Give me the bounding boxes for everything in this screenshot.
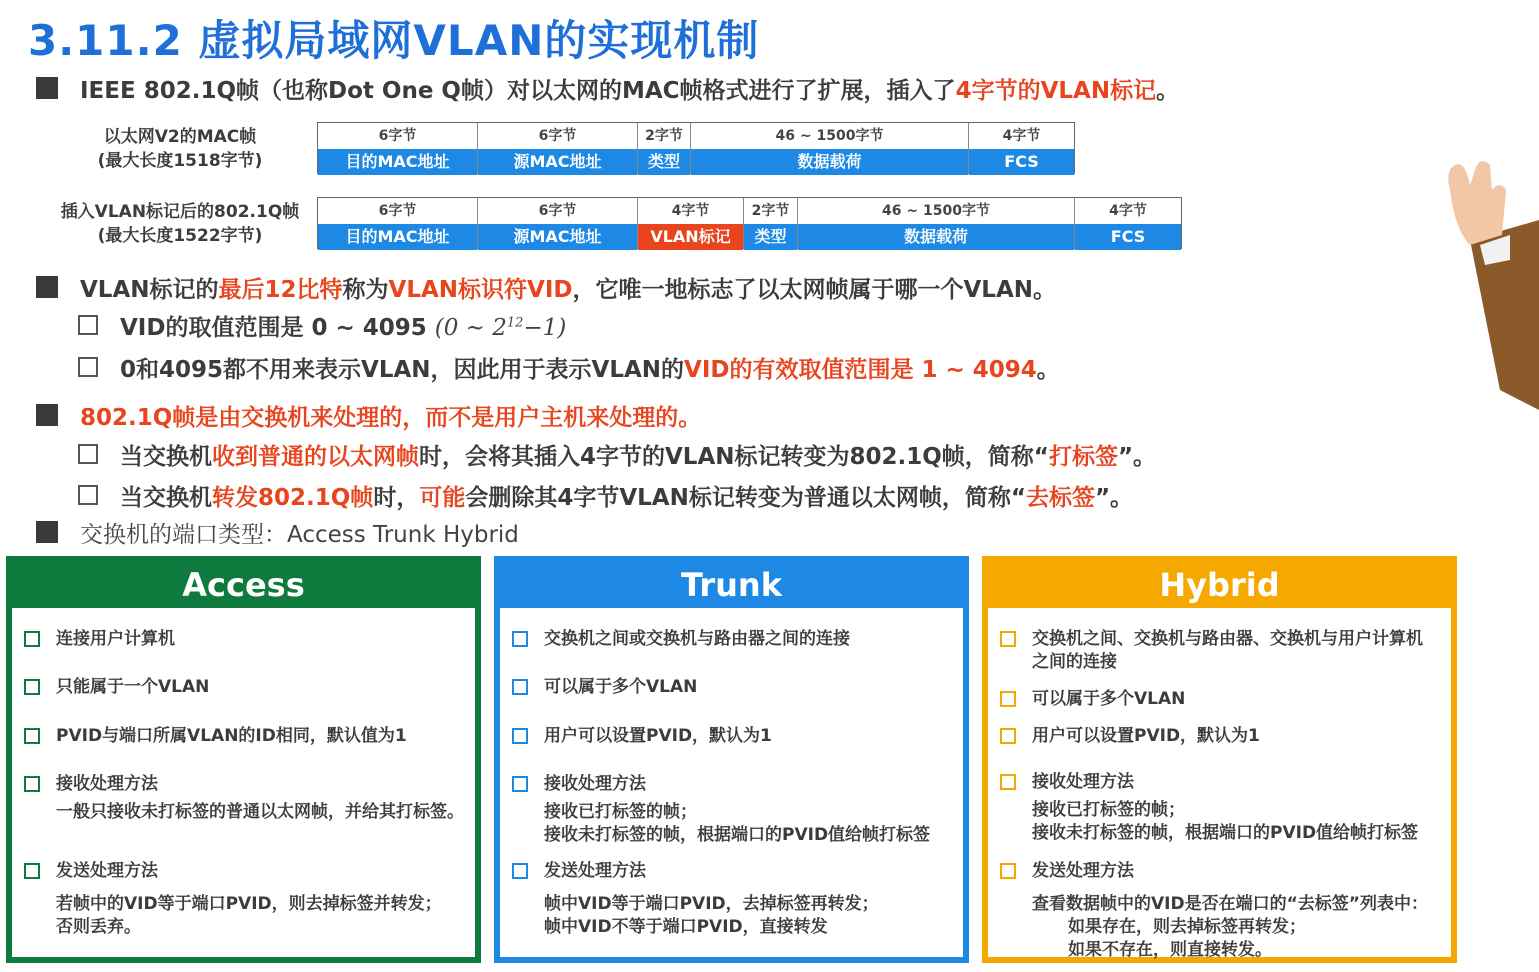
item-text: 用户可以设置PVID，默认为1 [544,726,772,746]
list-item [512,725,955,748]
item-text: 发送处理方法 [1032,861,1134,881]
field-size: 6字节 [478,198,637,224]
trunk-card [494,556,969,963]
field-name: 类型 [638,149,690,175]
formula-part: (0 ~ 2 [434,314,507,341]
field-name: 类型 [744,224,797,250]
formula [435,315,567,341]
bullet-text: 会删除其4字节VLAN标记转变为普通以太网帧，简称“ [465,484,1026,511]
item-subtext: 如果存在，则去掉标签再转发； [1068,917,1306,937]
bullet-text: 时，会将其插入4字节的VLAN标记转变为802.1Q帧，简称“ [419,443,1049,470]
list-item [512,773,955,796]
item-subtext: 接收已打标签的帧； [544,802,697,822]
list-item [1000,771,1443,794]
trunk-card-body [500,608,963,957]
checkbox-icon [1000,728,1016,744]
highlight-text: 4字节的VLAN标记 [955,77,1157,104]
checkbox-icon [512,631,528,647]
checkbox-icon [78,357,98,377]
trunk-card-title: Trunk [500,562,963,608]
checkbox-icon [512,679,528,695]
list-item [1000,860,1443,883]
item-subtext: 帧中VID不等于端口PVID，直接转发 [544,917,828,937]
checkbox-icon [24,679,40,695]
item-text: 发送处理方法 [56,861,158,881]
field-name: 目的MAC地址 [318,224,477,250]
field-size: 46 ~ 1500字节 [691,123,968,149]
frame2-label-line1: 插入VLAN标记后的802.1Q帧 [60,202,300,222]
item-subtext: 一般只接收未打标签的普通以太网帧，并给其打标签。 [56,802,464,822]
item-text: 交换机之间或交换机与路由器之间的连接 [544,629,850,649]
checkbox-icon [512,728,528,744]
highlight-text: VLAN标识符VID [388,276,573,303]
item-subtext: 否则丢弃。 [56,917,141,937]
ethernet-v2-frame [317,122,1075,174]
hybrid-card-body [988,608,1451,960]
checkbox-icon [24,863,40,879]
field-size: 6字节 [478,123,637,149]
access-card-body [12,608,475,957]
checkbox-icon [1000,774,1016,790]
field-size: 6字节 [318,198,477,224]
list-item [24,676,467,699]
field-size: 46 ~ 1500字节 [798,198,1074,224]
8021q-frame [317,197,1182,249]
bullet-vid [36,273,1056,301]
bullet-text: VLAN标记的 [80,276,219,303]
bullet-text: 时， [373,484,420,511]
checkbox-icon [24,631,40,647]
bullet-text: VID的取值范围是 0 ~ 4095 [120,314,427,341]
field-size: 4字节 [1075,198,1181,224]
field-name: 目的MAC地址 [318,149,477,175]
highlight-text: 去标签 [1025,484,1095,511]
sub-vid-range [78,310,566,340]
frame1-label-line1: 以太网V2的MAC帧 [103,127,257,147]
list-item [1000,688,1443,711]
frame-field [638,123,691,173]
bullet-square [36,77,58,99]
item-text: 用户可以设置PVID，默认为1 [1032,726,1260,746]
frame-field [318,198,478,248]
field-name: 数据载荷 [798,224,1074,250]
frame-field [478,198,638,248]
item-subtext: 如果不存在，则直接转发。 [1068,940,1272,960]
sub-vid-valid [78,352,1060,382]
bullet-text: 当交换机 [120,443,212,470]
item-text: 接收处理方法 [56,774,158,794]
access-card-title: Access [12,562,475,608]
list-item [512,860,955,883]
bullet-text: ”。 [1117,443,1157,470]
checkbox-icon [78,444,98,464]
checkbox-icon [78,485,98,505]
field-size: 2字节 [638,123,690,149]
frame-field-vlan [638,198,744,248]
checkbox-icon [1000,631,1016,647]
list-item [24,860,467,883]
list-item [24,773,467,796]
item-text: 只能属于一个VLAN [56,677,210,697]
field-size: 2字节 [744,198,797,224]
frame-field [969,123,1074,173]
bullet-text-end: 。 [1156,77,1180,104]
list-item [512,676,955,699]
frame-field [478,123,638,173]
checkbox-icon [78,315,98,335]
highlight-text: 可能 [419,484,466,511]
item-subtext: 接收未打标签的帧，根据端口的PVID值给帧打标签 [1032,823,1419,843]
hybrid-card-title: Hybrid [988,562,1451,608]
highlight-text: 802.1Q帧是由交换机来处理的，而不是用户主机来处理的。 [80,404,702,431]
frame2-label [52,200,308,248]
item-text: 交换机之间、交换机与路由器、交换机与用户计算机 [1032,629,1423,649]
checkbox-icon [512,776,528,792]
list-item [1000,628,1443,651]
sub-tagging [78,439,1156,469]
item-subtext: 之间的连接 [1032,652,1117,672]
list-item [512,628,955,651]
item-text: 可以属于多个VLAN [1032,689,1186,709]
checkbox-icon [24,776,40,792]
frame-field [1075,198,1181,248]
item-subtext: 接收未打标签的帧，根据端口的PVID值给帧打标签 [544,825,931,845]
bullet-switch-handle [36,401,701,429]
checkbox-icon [512,863,528,879]
item-subtext: 若帧中的VID等于端口PVID，则去掉标签并转发； [56,894,442,914]
checkbox-icon [1000,863,1016,879]
bullet-8021q-intro [36,74,1179,102]
bullet-text: 交换机的端口类型：Access Trunk Hybrid [80,521,519,548]
bullet-text: ”。 [1094,484,1134,511]
frame-field [691,123,969,173]
frame-field [798,198,1075,248]
highlight-text: 转发802.1Q帧 [212,484,374,511]
formula-part: −1) [523,314,567,341]
item-text: 接收处理方法 [544,774,646,794]
bullet-text: 称为 [342,276,389,303]
item-subtext: 查看数据帧中的VID是否在端口的“去标签”列表中： [1032,894,1428,914]
formula-exponent: 12 [506,314,524,330]
bullet-text: 0和4095都不用来表示VLAN，因此用于表示VLAN的 [120,356,685,383]
sub-untagging [78,480,1133,510]
item-text: 发送处理方法 [544,861,646,881]
field-name: 数据载荷 [691,149,968,175]
presenter-hand-icon [1440,150,1539,410]
access-card [6,556,481,963]
highlight-text: 收到普通的以太网帧 [212,443,419,470]
item-text: 接收处理方法 [1032,772,1134,792]
item-text: 连接用户计算机 [56,629,175,649]
field-name-vlan: VLAN标记 [638,224,743,250]
checkbox-icon [1000,691,1016,707]
field-size: 4字节 [969,123,1074,149]
item-subtext: 帧中VID等于端口PVID，去掉标签再转发； [544,894,879,914]
bullet-text: 。 [1036,356,1060,383]
highlight-text: VID的有效取值范围是 1 ~ 4094 [684,356,1037,383]
page-title: 3.11.2 虚拟局域网VLAN的实现机制 [28,16,760,65]
bullet-port-types [36,518,519,546]
item-subtext: 接收已打标签的帧； [1032,800,1185,820]
list-item [24,628,467,651]
frame-field [744,198,798,248]
bullet-square [36,276,58,298]
checkbox-icon [24,728,40,744]
field-name: FCS [1075,224,1181,250]
list-item [24,725,467,748]
list-item [1000,725,1443,748]
bullet-square [36,404,58,426]
bullet-text: 当交换机 [120,484,212,511]
field-name: FCS [969,149,1074,175]
hybrid-card [982,556,1457,963]
frame1-label-line2: (最大长度1518字节) [97,151,263,171]
frame1-label [60,125,300,173]
field-size: 4字节 [638,198,743,224]
item-text: 可以属于多个VLAN [544,677,698,697]
bullet-text: ，它唯一地标志了以太网帧属于哪一个VLAN。 [572,276,1057,303]
highlight-text: 打标签 [1048,443,1118,470]
field-name: 源MAC地址 [478,224,637,250]
frame-field [318,123,478,173]
frame2-label-line2: (最大长度1522字节) [97,226,263,246]
bullet-text: IEEE 802.1Q帧（也称Dot One Q帧）对以太网的MAC帧格式进行了扩展，插入了 [80,77,956,104]
field-name: 源MAC地址 [478,149,637,175]
item-text: PVID与端口所属VLAN的ID相同，默认值为1 [56,726,407,746]
field-size: 6字节 [318,123,477,149]
bullet-square [36,521,58,543]
highlight-text: 最后12比特 [218,276,343,303]
